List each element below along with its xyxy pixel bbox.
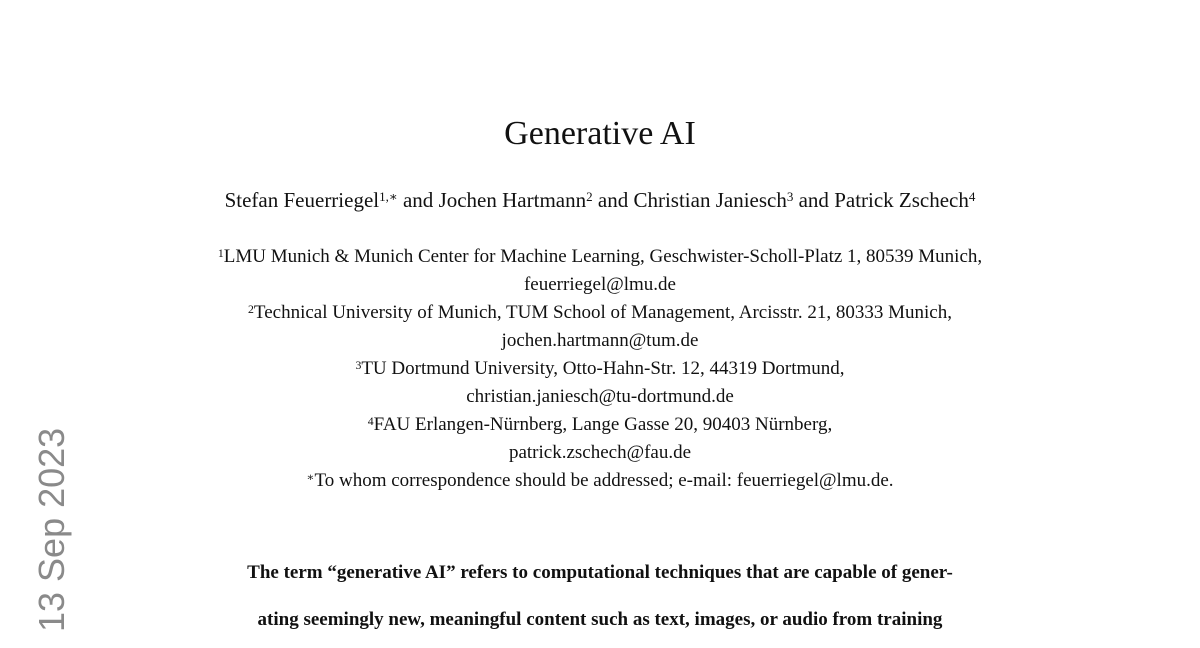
author-separator: and — [397, 188, 439, 212]
author-separator: and — [793, 188, 835, 212]
correspondence-mark: ∗ — [306, 470, 315, 484]
abstract-line: ating seemingly new, meaningful content such as text, images, or audio from training — [257, 609, 943, 630]
author-affiliation-mark: 2 — [586, 189, 593, 205]
affiliation-mark: 1 — [217, 246, 224, 260]
affiliation-email: christian.janiesch@tu-dortmund.de — [466, 386, 734, 407]
author-list — [0, 186, 1200, 214]
affiliation-mark: 4 — [367, 414, 374, 428]
author-separator: and — [592, 188, 634, 212]
author-name: Jochen Hartmann — [438, 188, 587, 212]
correspondence-text: To whom correspondence should be addressed; e-mail: feuerriegel@lmu.de. — [314, 470, 894, 491]
author-name: Christian Janiesch — [633, 188, 787, 212]
affiliation-mark: 2 — [248, 302, 254, 316]
arxiv-date-stamp: 13 Sep 2023 — [31, 427, 72, 632]
affiliation-mark: 3 — [355, 358, 362, 372]
affiliation-line — [0, 355, 1200, 383]
affiliation-line — [0, 243, 1200, 271]
affiliation-line — [0, 299, 1200, 327]
affiliation-text: LMU Munich & Munich Center for Machine Learning, Geschwister-Scholl-Platz 1, 80539 Munich, — [223, 246, 983, 267]
affiliation-email: patrick.zschech@fau.de — [508, 442, 692, 463]
author-affiliation-mark: 3 — [786, 189, 794, 205]
author-name: Patrick Zschech — [834, 188, 969, 212]
affiliation-email: feuerriegel@lmu.de — [523, 274, 676, 295]
correspondence-note — [0, 467, 1200, 495]
affiliation-email: jochen.hartmann@tum.de — [501, 330, 699, 351]
affiliation-block — [0, 243, 1200, 495]
abstract-line: The term “generative AI” refers to computational techniques that are capable of gener- — [247, 562, 953, 583]
affiliation-line — [0, 411, 1200, 439]
author-affiliation-mark: 4 — [968, 189, 976, 205]
author-name: Stefan Feuerriegel — [224, 188, 380, 212]
affiliation-text: TU Dortmund University, Otto-Hahn-Str. 12, 44319 Dortmund, — [361, 358, 845, 379]
author-affiliation-mark: 1,∗ — [379, 189, 398, 205]
affiliation-text: FAU Erlangen-Nürnberg, Lange Gasse 20, 90403 Nürnberg, — [373, 414, 833, 435]
paper-title: Generative AI — [504, 115, 696, 152]
affiliation-text: Technical University of Munich, TUM School of Management, Arcisstr. 21, 80333 Munich, — [253, 302, 952, 323]
abstract — [0, 549, 1200, 643]
